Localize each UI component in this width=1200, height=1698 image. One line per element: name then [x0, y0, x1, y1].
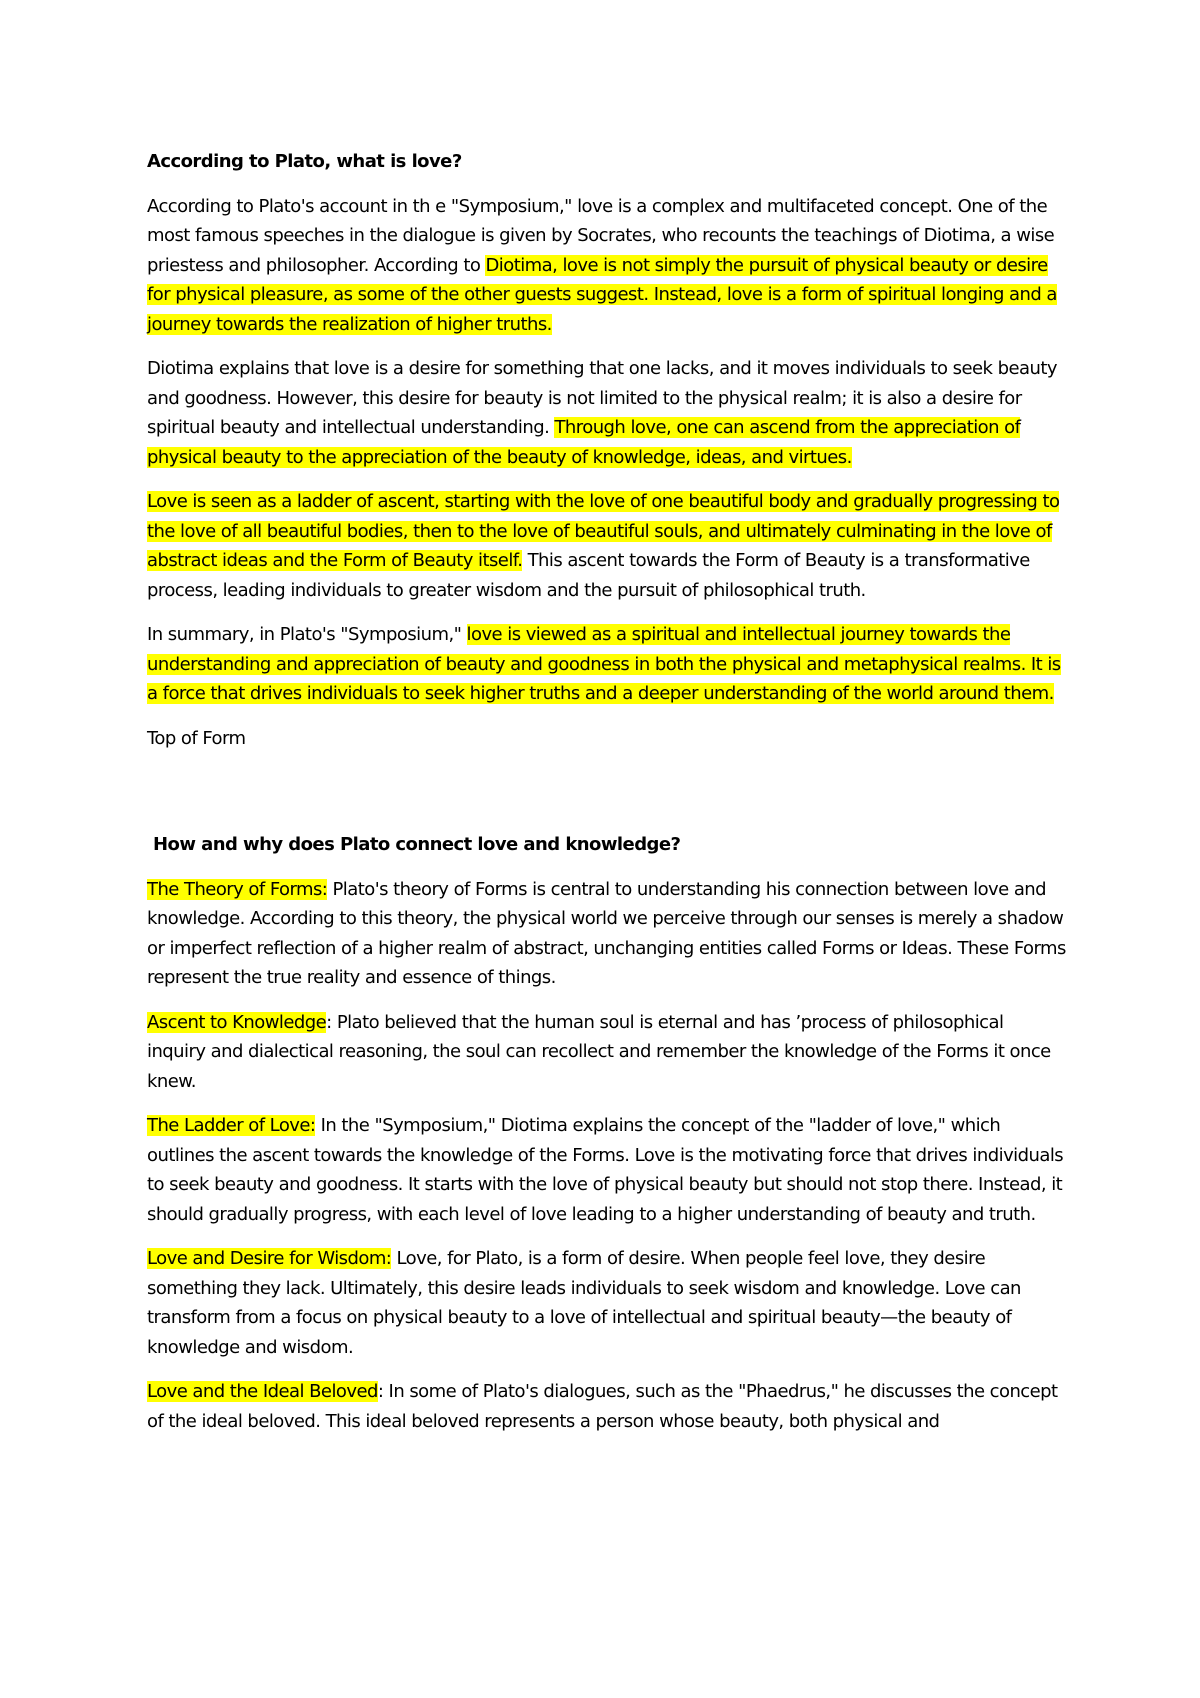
highlighted-text: Diotima, love is not simply the pursuit of physical beauty or desire for physical pleasure, as some of the other guests suggest. Instead, love is a form of spiritual longing and a journey towards the realization of higher truths. — [147, 254, 1057, 335]
highlighted-text: Love is seen as a ladder of ascent, starting with the love of one beautiful body and gradually progressing to the love of all beautiful bodies, then to the love of beautiful souls, and ultimately culminating in the love of abstract ideas and the Form of Beauty itself. — [147, 491, 1060, 571]
highlighted-text: Through love, one can ascend from the appreciation of physical beauty to the appreciation of the beauty of knowledge, ideas, and virtues. — [147, 417, 1021, 468]
paragraph-text: This ascent towards the Form of Beauty is a transformative process, leading individuals to greater wisdom and the pursuit of philosophical truth. — [147, 550, 1030, 601]
highlighted-term: The Theory of Forms: — [147, 878, 328, 900]
highlighted-text: love is viewed as a spiritual and intellectual journey towards the understanding and appreciation of beauty and goodness in both the physical and metaphysical realms. It is a force that drives individuals to seek higher truths and a deeper understanding of the world around them. — [147, 624, 1061, 704]
highlighted-term: Ascent to Knowledge — [147, 1011, 327, 1033]
paragraph — [147, 354, 1067, 472]
highlighted-term: The Ladder of Love: — [147, 1115, 316, 1136]
paragraph-text: : In some of Plato's dialogues, such as the "Phaedrus," he discusses the concept of the ideal beloved. This ideal beloved represents a person whose beauty, both physical and — [147, 1381, 1058, 1432]
term-paragraph — [147, 1111, 1067, 1229]
paragraph-text: In summary, in Plato's "Symposium," — [147, 624, 467, 645]
paragraph-text: According to Plato's account in th e "Symposium," love is a complex and multifaceted concept. One of the most famous speeches in the dialogue is given by Socrates, who recounts the teachings of Diotima, a wise priestess and philosopher. According to — [147, 195, 1055, 276]
paragraph-text: In the "Symposium," Diotima explains the concept of the "ladder of love," which outlines the ascent towards the knowledge of the Forms. Love is the motivating force that drives individuals to seek beauty and goodness. It starts with the love of physical beauty but should not stop there. Instead, it should gradually progress, with each level of love leading to a higher understanding of beauty and truth. — [147, 1115, 1064, 1225]
paragraph-text: Plato's theory of Forms is central to understanding his connection between love and knowledge. According to this theory, the physical world we perceive through our senses is merely a shadow or imperfect reflection of a higher realm of abstract, unchanging entities called Forms or Ideas. These Forms represent the true reality and essence of things. — [147, 878, 1066, 988]
paragraph — [147, 487, 1067, 605]
section-heading: According to Plato, what is love? — [147, 151, 462, 172]
document-body — [147, 147, 1067, 1451]
paragraph-text: Diotima explains that love is a desire for something that one lacks, and it moves individuals to seek beauty and goodness. However, this desire for beauty is not limited to the physical realm; it is also a desire for spiritual beauty and intellectual understanding. — [147, 358, 1057, 438]
top-of-form-marker: Top of Form — [147, 727, 246, 749]
section-heading: How and why does Plato connect love and knowledge? — [153, 834, 681, 855]
term-paragraph — [147, 1377, 1067, 1436]
highlighted-term: Love and the Ideal Beloved — [147, 1381, 378, 1402]
paragraph-text: : Plato believed that the human soul is eternal and has ’process of philosophical inquiry and dialectical reasoning, the soul can recollect and remember the knowledge of the Forms it once knew. — [147, 1011, 1051, 1092]
section-spacer — [147, 768, 1067, 830]
highlighted-term: Love and Desire for Wisdom: — [147, 1248, 392, 1269]
term-paragraph — [147, 1008, 1067, 1097]
term-paragraph — [147, 1244, 1067, 1362]
paragraph-text: Love, for Plato, is a form of desire. When people feel love, they desire something they lack. Ultimately, this desire leads individuals to seek wisdom and knowledge. Love can transform from a focus on physical beauty to a love of intellectual and spiritual beauty—the beauty of knowledge and wisdom. — [147, 1248, 1021, 1358]
paragraph — [147, 192, 1067, 340]
term-paragraph — [147, 875, 1067, 993]
paragraph — [147, 620, 1067, 709]
